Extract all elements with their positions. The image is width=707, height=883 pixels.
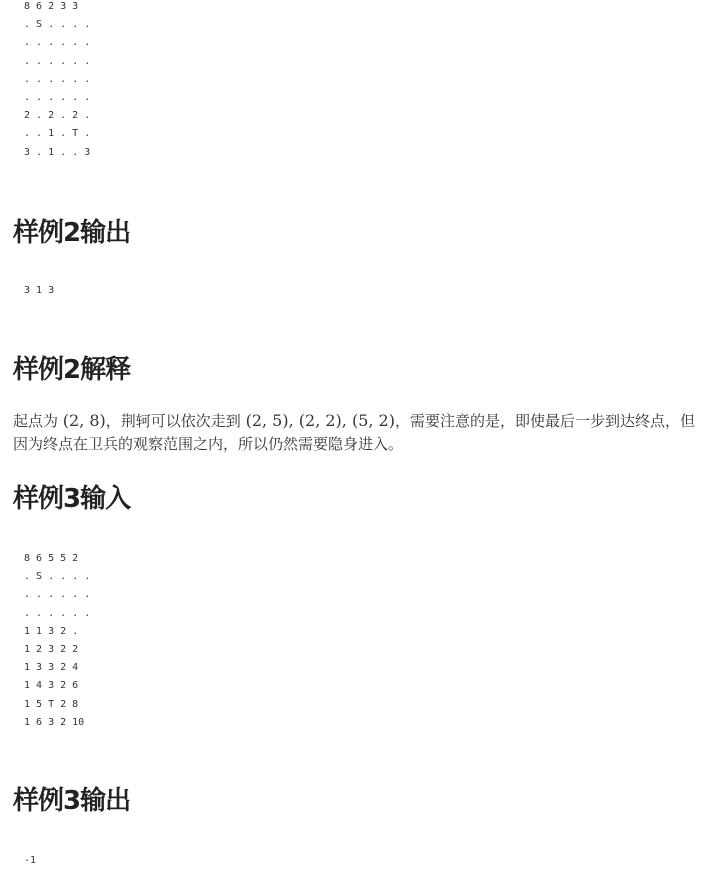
code-line: 3 1 3 (24, 285, 55, 296)
code-line: 1 3 3 2 4 (24, 662, 79, 674)
code-line: . . . . . . (24, 91, 91, 103)
code-line: . . . . . . (24, 589, 91, 601)
explain-text-part: ，荆轲可以依次走到 (105, 412, 246, 430)
code-line: . . . . . . (24, 607, 91, 619)
code-line: . . 1 . T . (24, 128, 91, 140)
code-line: . . . . . . (24, 73, 91, 85)
math-path-points: (2, 5), (2, 2), (5, 2) (245, 411, 395, 430)
code-line: 1 6 3 2 10 (24, 716, 85, 728)
code-line: 1 1 3 2 . (24, 625, 79, 637)
code-line: . . . . . . (24, 37, 91, 49)
code-line: 2 . 2 . 2 . (24, 110, 91, 122)
code-line: 1 5 T 2 8 (24, 698, 79, 710)
explain-text-part: 起点为 (13, 412, 63, 430)
sample2-output-heading: 样例2输出 (13, 218, 131, 248)
code-line: . S . . . . (24, 19, 91, 31)
sample2-input-code (24, 0, 90, 162)
code-line: 3 . 1 . . 3 (24, 146, 91, 158)
code-line: 1 4 3 2 6 (24, 680, 79, 692)
sample3-output-heading: 样例3输出 (13, 786, 131, 816)
code-line: 1 2 3 2 2 (24, 643, 79, 655)
code-line: 8 6 5 5 2 (24, 553, 79, 564)
sample3-input-heading: 样例3输入 (13, 484, 131, 514)
sample2-explain-heading: 样例2解释 (13, 355, 131, 385)
code-line: -1 (24, 855, 37, 866)
sample3-output-code (24, 852, 36, 870)
code-line: . S . . . . (24, 571, 91, 583)
explain-text-part: ，需要注意的是，即使最后一步到达终点，但因为终点在卫兵的观察范围之内，所以仍然需要隐身进入。 (13, 412, 695, 453)
sample2-output-code (24, 282, 54, 300)
math-start-point: (2, 8) (62, 411, 106, 430)
code-line: . . . . . . (24, 55, 91, 67)
sample2-explain-text (13, 409, 703, 456)
code-line: 8 6 2 3 3 (24, 1, 79, 12)
sample3-input-code (24, 550, 90, 732)
